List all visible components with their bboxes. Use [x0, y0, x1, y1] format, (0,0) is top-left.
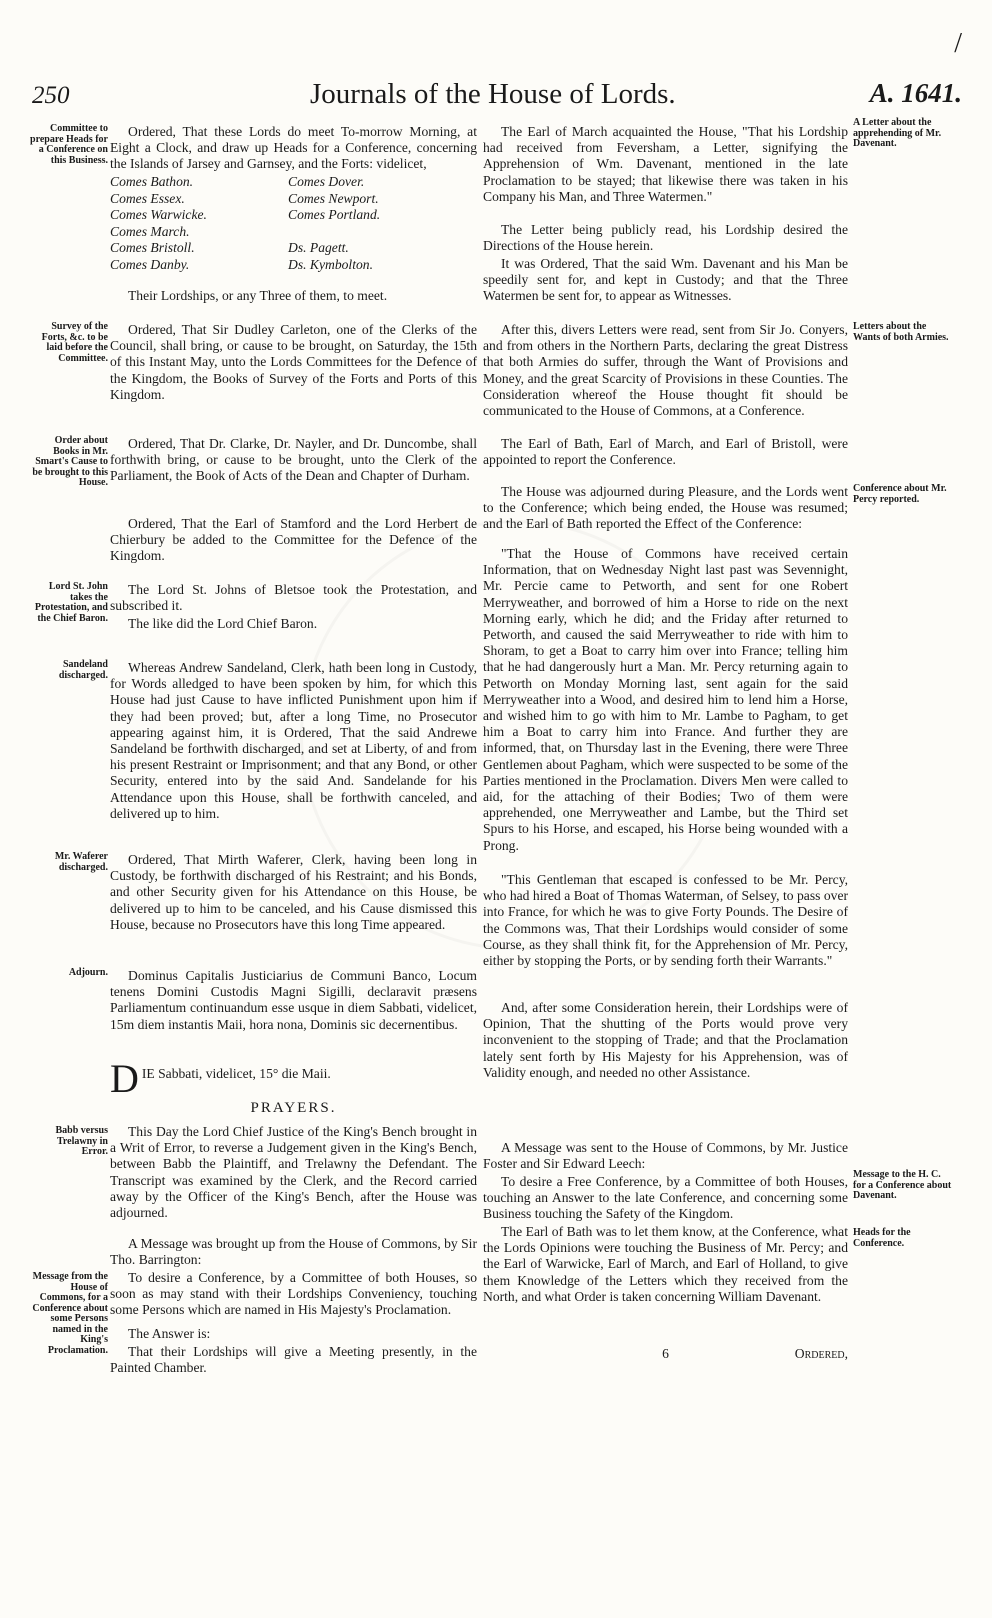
- lord-name: Comes Bathon.: [110, 174, 194, 189]
- paragraph: The Earl of Bath, Earl of March, and Earl of Bristoll, were appointed to report the Conference.: [483, 436, 848, 468]
- prayers-heading: PRAYERS.: [250, 1100, 337, 1116]
- lord-name: Ds. Pagett.: [288, 240, 349, 255]
- year-heading: A. 1641.: [869, 78, 962, 108]
- day-heading: [110, 1056, 477, 1101]
- drop-cap: D: [110, 1056, 139, 1101]
- margin-note: Sandeland discharged.: [58, 659, 108, 681]
- paragraph: This Day the Lord Chief Justice of the King's Bench brought in a Writ of Error, to reverse a Judgement given in the King's Bench, between Babb the Plaintiff, and Trelawny the Defendant. The Transcript was examined by the Clerk, and the Record carried away by the Officer of the King's Bench, after the House was adjourned.: [110, 1124, 477, 1221]
- margin-note: Adjourn.: [68, 967, 108, 978]
- paragraph: "That the House of Commons have received certain Information, that on Wednesday Night last past was Sevennight, Mr. Percie came to Petworth, and sent for one Robert Merryweather, and borrowed of him a Horse to ride on the next Morning early, which he did; and the Friday after returned to Petworth, and caused the said Merryweather to ride with him to Shoram, to get a Boat to carry him over into France; telling him that he had dangerously hurt a Man. Mr. Percy returning again to Petworth on Monday Morning last, sent again for the said Merryweather into a Wood, and desired him to lend him a Horse, and wished him to go with him to Mr. Lambe to Pagham, to get him a Boat to carry him into France. And further they are informed, that, on Thursday last in the Evening, there were Three Gentlemen about Pagham, which were suspected to be some of the Parties mentioned in the Proclamation. Divers Men were called to aid, for the attaching of their Bodies; Two of them were apprehended, one Merryweather and Lambe, but the Third set Spurs to his Horse, and escaped, his Horse being wounded with a Prong.: [483, 546, 848, 853]
- lord-name: Comes March.: [110, 223, 190, 239]
- paragraph: Ordered, That Mirth Waferer, Clerk, having been long in Custody, be forthwith discharged of his Restraint; and his Bonds, and other Security given for his Attendance on this House, be delivered up to him to be canceled, and his Cause dismissed this House, because no Prosecutors have this long Time appeared.: [110, 852, 477, 932]
- paragraph: That their Lordships will give a Meeting presently, in the Painted Chamber.: [110, 1344, 477, 1376]
- day-heading-text: IE Sabbati, videlicet, 15° die Maii.: [141, 1066, 331, 1081]
- paragraph: Ordered, That Dr. Clarke, Dr. Nayler, and Dr. Duncombe, shall forthwith bring, or cause to be brought, unto the Clerk of the Parliament, the Book of Acts of the Dean and Chapter of Durham.: [110, 436, 477, 484]
- margin-note: Heads for the Conference.: [853, 1227, 911, 1249]
- margin-note: Message to the H. C. for a Conference about Davenant.: [853, 1169, 952, 1201]
- paragraph: It was Ordered, That the said Wm. Davenant and his Man be speedily sent for, and kept in Custody; and that the Three Watermen be sent for, to appear as Witnesses.: [483, 256, 848, 304]
- lord-name: [288, 224, 380, 241]
- paragraph: The Answer is:: [128, 1326, 211, 1341]
- paragraph: Dominus Capitalis Justiciarius de Communi Banco, Locum tenens Domini Custodis Magni Sigilli, declaravit præsens Parliamentum continuandum esse usque in diem Sabbati, videlicet, 15m diem instantis Maii, hora nona, Dominis sic decernentibus.: [110, 968, 477, 1032]
- paragraph: The Lord St. Johns of Bletsoe took the Protestation, and subscribed it.: [110, 582, 477, 614]
- margin-note: Order about Books in Mr. Smart's Cause to be brought to this House.: [32, 435, 108, 488]
- margin-note: Survey of the Forts, &c. to be laid before the Committee.: [41, 321, 108, 364]
- paragraph: And, after some Consideration herein, their Lordships were of Opinion, That the shutting of the Ports would prove very inconvenient to the stopping of Trade; and that the Proclamation lately sent forth by His Majesty for his Apprehension, was of Validity enough, and needed no other Assistance.: [483, 1000, 848, 1080]
- page-header: [30, 78, 970, 118]
- paragraph: Ordered, That these Lords do meet To-morrow Morning, at Eight a Clock, and draw up Heads for a Conference, concerning the Islands of Jarsey and Garnsey, and the Forts: videlicet,: [110, 124, 477, 172]
- margin-note: Mr. Waferer discharged.: [54, 851, 108, 873]
- margin-note: Conference about Mr. Percy reported.: [853, 483, 947, 505]
- margin-note: Babb versus Trelawny in Error.: [55, 1125, 108, 1157]
- lord-name: Comes Dover.: [288, 174, 365, 189]
- paragraph: The Earl of Bath was to let them know, at the Conference, what the Lords Opinions were touching the Business of Mr. Percy; and the Earl of Warwicke, Earl of March, and Earl of Holland, to give them Knowledge of the Letters which they received from the North, and what Order is taken concerning William Davenant.: [483, 1224, 848, 1304]
- margin-note: Letters about the Wants of both Armies.: [853, 321, 949, 343]
- page-number: 250: [32, 82, 70, 109]
- paragraph: The Letter being publicly read, his Lordship desired the Directions of the House herein.: [483, 222, 848, 254]
- lord-name: Comes Newport.: [288, 190, 379, 206]
- lord-name: Comes Warwicke.: [110, 207, 207, 222]
- lord-name: Ds. Kymbolton.: [288, 256, 373, 272]
- paragraph: To desire a Free Conference, by a Committee of both Houses, touching an Answer to the late Conference, and concerning some Business touching the Safety of the Kingdom.: [483, 1174, 848, 1222]
- lord-name: Comes Portland.: [288, 207, 381, 222]
- lords-list-col: [110, 174, 207, 273]
- margin-note: Committee to prepare Heads for a Conference on this Business.: [30, 123, 108, 166]
- lord-name: Comes Essex.: [110, 190, 185, 206]
- paragraph: "This Gentleman that escaped is confessed to be Mr. Percy, who had hired a Boat of Thomas Waterman, of Selsey, to pass over into France, for which he was to give Forty Pounds. The Desire of the Commons was, That their Lordships would consider of some Course, as they shall think fit, for the Apprehension of Mr. Percy, either by stopping the Ports, or by sending forth their Warrants.": [483, 872, 848, 969]
- lords-list-col: [288, 174, 380, 273]
- paragraph: After this, divers Letters were read, sent from Sir Jo. Conyers, and from others in the Northern Parts, declaring the great Distress that both Armies do suffer, through the Want of Provisions and Money, and the great Scarcity of Provisions in these Counties. The Consideration whereof the House thought fit should be communicated to the House of Commons, at a Conference.: [483, 322, 848, 419]
- paragraph: The Earl of March acquainted the House, "That his Lordship had received from Feversham, a Letter, signifying the Apprehension of Wm. Davenant, mentioned in the late Proclamation to be stayed; that likewise there was taken in his Company his Man, and Three Watermen.": [483, 124, 848, 204]
- paragraph: Their Lordships, or any Three of them, to meet.: [128, 288, 388, 303]
- paragraph: The House was adjourned during Pleasure, and the Lords went to the Conference; which being ended, the House was resumed; and the Earl of Bath reported the Effect of the Conference:: [483, 484, 848, 532]
- paragraph: Whereas Andrew Sandeland, Clerk, hath been long in Custody, for Words alledged to have been spoken by him, for which this House had just Cause to have inflicted Punishment upon him if they had been proved; but, after a long Time, no Prosecutor appearing against him, it is Ordered, That the said Andrewe Sandeland be forthwith discharged, and set at Liberty, of and from his present Restraint or Imprisonment; and that any Bond, or other Security, entered into by the said And. Sandelande for his Attendance upon this House, shall be forthwith canceled, and delivered up to him.: [110, 660, 477, 821]
- corner-mark: /: [954, 28, 962, 59]
- paragraph: The like did the Lord Chief Baron.: [128, 616, 318, 631]
- lords-list: [110, 174, 477, 274]
- paragraph: Ordered, That the Earl of Stamford and the Lord Herbert de Chierbury be added to the Committee for the Defence of the Kingdom.: [110, 516, 477, 564]
- paragraph: To desire a Conference, by a Committee of both Houses, so soon as may stand with their Lordships Conveniency, touching some Persons which are named in His Majesty's Proclamation.: [110, 1270, 477, 1318]
- signature-mark: 6: [662, 1346, 669, 1361]
- lord-name: Comes Bristoll.: [110, 240, 195, 255]
- journal-title: Journals of the House of Lords.: [310, 78, 676, 110]
- catchword: Ordered,: [794, 1346, 848, 1361]
- paragraph: A Message was sent to the House of Commons, by Mr. Justice Foster and Sir Edward Leech:: [483, 1140, 848, 1172]
- margin-note: A Letter about the apprehending of Mr. Davenant.: [853, 117, 942, 149]
- margin-note: Lord St. John takes the Protestation, and the Chief Baron.: [34, 581, 108, 624]
- lord-name: Comes Danby.: [110, 256, 190, 272]
- paragraph: Ordered, That Sir Dudley Carleton, one of the Clerks of the Council, shall bring, or cause to be brought, on Saturday, the 15th of this Instant May, unto the Lords Committees for the Defence of the Kingdom, the Books of Survey of the Forts and Ports of this Kingdom.: [110, 322, 477, 402]
- margin-note: Message from the House of Commons, for a Conference about some Persons named in the King's Proclamation.: [32, 1271, 108, 1356]
- paragraph: A Message was brought up from the House of Commons, by Sir Tho. Barrington:: [110, 1236, 477, 1268]
